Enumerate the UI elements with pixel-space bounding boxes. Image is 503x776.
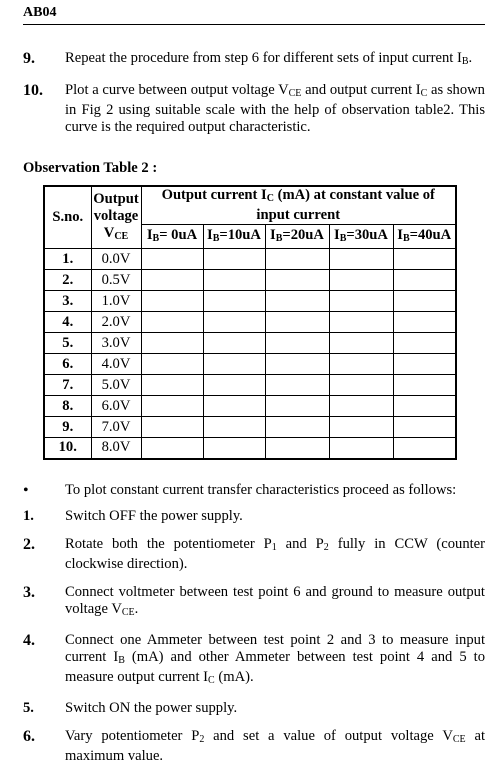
step-4 [23, 632, 485, 689]
document-code: AB04 [23, 5, 57, 20]
table-row: 2. 0.5V [44, 270, 456, 291]
table-row: 7. 5.0V [44, 375, 456, 396]
step-text: Rotate both the potentiometer $P_1$ and $P_2$ fully in CCW (counter clockwise direction). [65, 536, 486, 572]
step-text: Switch ON the power supply. [65, 700, 238, 716]
step-text: Repeat the procedure from step 6 for different sets of input current $I_B$. [65, 50, 473, 67]
sno-header: S.no. [44, 186, 91, 249]
table-row: 1. 0.0V [44, 249, 456, 270]
ib-col-10-header: $I_B=10uA$ [203, 225, 265, 249]
ib-col-20-header: $I_B=20uA$ [265, 225, 329, 249]
bullet-text: To plot constant current transfer characteristics proceed as follows: [65, 482, 457, 498]
bullet-icon: • [23, 482, 29, 499]
step-6 [23, 728, 485, 765]
step-1 [23, 508, 485, 525]
step-number: 6. [23, 728, 35, 745]
ib-col-0-header: $I_B= 0uA$ [141, 225, 203, 249]
step-number: 5. [23, 700, 34, 716]
top-steps [23, 50, 485, 148]
table-row: 3. 1.0V [44, 291, 456, 312]
table-row: 10. 8.0V [44, 438, 456, 459]
table-row: 6. 4.0V [44, 354, 456, 375]
table-row: 8. 6.0V [44, 396, 456, 417]
output-current-header: Output current $I_C$ (mA) at constant value of input current [141, 186, 456, 225]
page-header [23, 4, 485, 25]
ib-col-40-header: $I_B=40uA$ [393, 225, 456, 249]
step-text: Switch OFF the power supply. [65, 508, 243, 524]
observation-table [43, 185, 457, 460]
step-5 [23, 700, 485, 717]
table-row: 5. 3.0V [44, 333, 456, 354]
step-10 [23, 82, 485, 136]
observation-table-title: Observation Table 2 : [23, 160, 158, 176]
step-9 [23, 50, 485, 70]
step-text: Plot a curve between output voltage $V_{CE}$ and output current $I_C$ as shown in Fig 2 using suitable scale with the help of observation table2. This curve is the required output characteristic. [65, 82, 485, 135]
step-number: 4. [23, 632, 35, 649]
step-number: 2. [23, 536, 35, 553]
step-3 [23, 584, 485, 621]
step-number: 9. [23, 50, 35, 67]
ib-col-30-header: $I_B=30uA$ [329, 225, 393, 249]
step-text: Vary potentiometer $P_2$ and set a value of output voltage $V_{CE}$ at maximum value. [65, 728, 485, 764]
bottom-steps [23, 508, 485, 776]
step-number: 10. [23, 82, 43, 99]
step-text: Connect one Ammeter between test point 2 and 3 to measure input current $I_B$ (mA) and other Ammeter between test point 4 and 5 to measure output current $I_C$ (mA). [65, 632, 485, 686]
step-number: 3. [23, 584, 35, 601]
vce-header: Output voltage $V_{CE}$ [91, 186, 141, 249]
table-row: 9. 7.0V [44, 417, 456, 438]
step-2 [23, 536, 485, 573]
table-row: 4. 2.0V [44, 312, 456, 333]
step-number: 1. [23, 508, 34, 524]
step-text: Connect voltmeter between test point 6 and ground to measure output voltage $V_{CE}$. [65, 584, 485, 618]
